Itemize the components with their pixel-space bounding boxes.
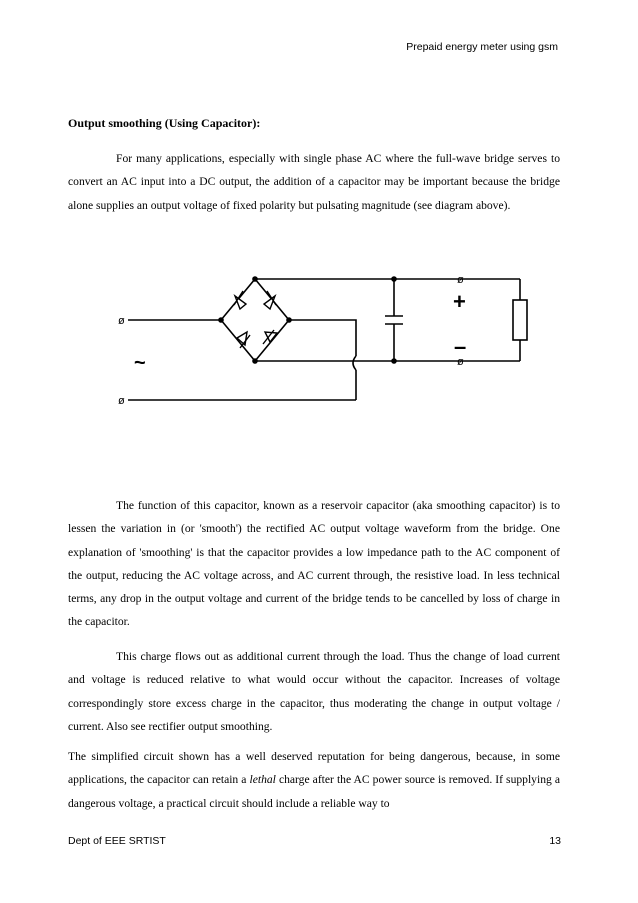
diode-upper-left [235,296,246,309]
diode-lower-left [237,332,247,345]
ac-terminal-bottom: ø [118,395,125,407]
paragraph-charge-flow: This charge flows out as additional current through the load. Thus the change of load current and voltage is reduced relative to what would occur without the capacitor. Increases of voltage correspondingly store excess charge in the capacitor, thus moderating the change in output voltage / current. Also see rectifier output smoothing. [68,650,560,733]
node-right [286,317,292,323]
footer-page-number: 13 [549,835,561,847]
safety-text-end: charge after the AC power source is removed. If supplying a dangerous voltage, a practical circuit should include a reliable way to [68,773,560,810]
node-top [252,276,258,282]
negative-symbol: – [454,334,467,359]
running-header: Prepaid energy meter using gsm [406,41,558,53]
node-capacitor-bottom [391,358,397,364]
bridge-right-wire [289,320,356,356]
dc-terminal-top: ø [457,274,464,286]
load-resistor [513,300,527,340]
paragraph-safety [68,745,560,815]
ac-source-symbol: ~ [134,352,146,374]
ac-terminal-top: ø [118,315,125,327]
bridge-diamond [221,279,289,361]
safety-emphasis: lethal [249,773,276,787]
paragraph-function: The function of this capacitor, known as a reservoir capacitor (aka smoothing capacitor) is to lessen the variation in (or 'smooth') the rectified AC output voltage waveform from the bridge. One explanation of 'smoothing' is that the capacitor provides a low impedance path to the AC component of the output, reducing the AC voltage across, and AC current through, the resistive load. In less technical terms, any drop in the output voltage and current of the bridge tends to be cancelled by loss of charge in the capacitor. [68,499,560,629]
footer-department: Dept of EEE SRTIST [68,835,166,847]
section-heading: Output smoothing (Using Capacitor): [68,116,261,130]
dc-terminal-bottom: ø [457,356,464,368]
node-bottom [252,358,258,364]
node-capacitor-top [391,276,397,282]
positive-symbol: + [453,289,466,314]
paragraph-intro: For many applications, especially with single phase AC where the full-wave bridge serves to convert an AC input into a DC output, the addition of a capacitor may be important because the bridge alone supplies an output voltage of fixed polarity but pulsating magnitude (see diagram above). [68,152,560,212]
diode-upper-right [264,296,275,309]
wire-crossover [353,356,356,370]
node-left [218,317,224,323]
safety-text-start: The simplified circuit shown has a well deserved reputation for being dangerous, because, in some applications, the capacitor can retain a [68,750,560,787]
